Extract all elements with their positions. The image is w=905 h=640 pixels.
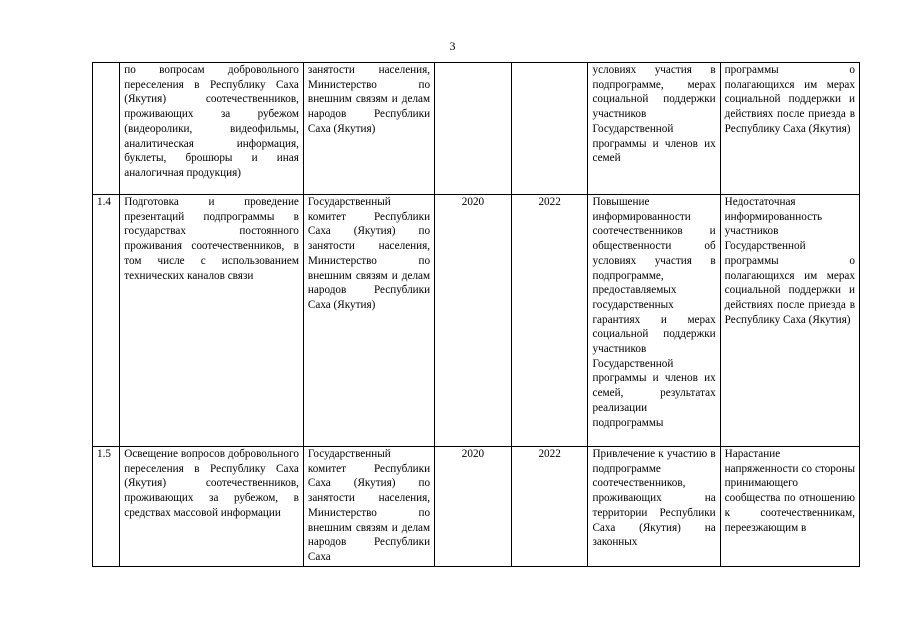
expected-result: условиях участия в подпрограмме, мерах социальной поддержки участников Государственной программы и членов их семей	[588, 63, 720, 195]
page-number: 3	[449, 39, 456, 53]
row-number	[93, 63, 120, 195]
end-year	[511, 63, 588, 195]
table-row	[93, 63, 860, 195]
end-year: 2022	[511, 447, 588, 567]
responsible-executor: Государственный комитет Республики Саха (Якутия) по занятости населения, Министерство по внешним связям и делам народов Республики Саха (Якутия)	[303, 195, 434, 447]
responsible-executor: занятости населения, Министерство по внешним связям и делам народов Республики Саха (Якутия)	[303, 63, 434, 195]
responsible-executor: Государственный комитет Республики Саха (Якутия) по занятости населения, Министерство по внешним связям и делам народов Республики Саха	[303, 447, 434, 567]
start-year: 2020	[435, 447, 512, 567]
measure-description: по вопросам добровольного переселения в Республику Саха (Якутия) соотечественников, проживающих за рубежом (видеоролики, видеофильмы, аналитическая информация, буклеты, брошюры и иная аналогичная продукция)	[120, 63, 304, 195]
table-row	[93, 447, 860, 567]
program-measures-table	[92, 62, 860, 567]
measure-description: Подготовка и проведение презентаций подпрограммы в государствах постоянного проживания соотечественников, в том числе с использованием технических каналов связи	[120, 195, 304, 447]
table-row	[93, 195, 860, 447]
consequence-of-non-implementation: Недостаточная информированность участников Государственной программы о полагающихся им мерах социальной поддержки и действиях после приезда в Республику Саха (Якутия)	[720, 195, 859, 447]
row-number: 1.4	[93, 195, 120, 447]
expected-result: Повышение информированности соотечественников и общественности об условиях участия в подпрограмме, предоставляемых государственных гарантиях и мерах социальной поддержки участников Государственной программы и членов их семей, результатах реализации подпрограммы	[588, 195, 720, 447]
end-year: 2022	[511, 195, 588, 447]
consequence-of-non-implementation: программы о полагающихся им мерах социальной поддержки и действиях после приезда в Республику Саха (Якутия)	[720, 63, 859, 195]
expected-result: Привлечение к участию в подпрограмме соотечественников, проживающих на территории Республики Саха (Якутия) на законных	[588, 447, 720, 567]
row-number: 1.5	[93, 447, 120, 567]
consequence-of-non-implementation: Нарастание напряженности со стороны принимающего сообщества по отношению к соотечественникам, переезжающим в	[720, 447, 859, 567]
measure-description: Освещение вопросов добровольного переселения в Республику Саха (Якутия) соотечественников, проживающих за рубежом, в средствах массовой информации	[120, 447, 304, 567]
start-year	[435, 63, 512, 195]
start-year: 2020	[435, 195, 512, 447]
